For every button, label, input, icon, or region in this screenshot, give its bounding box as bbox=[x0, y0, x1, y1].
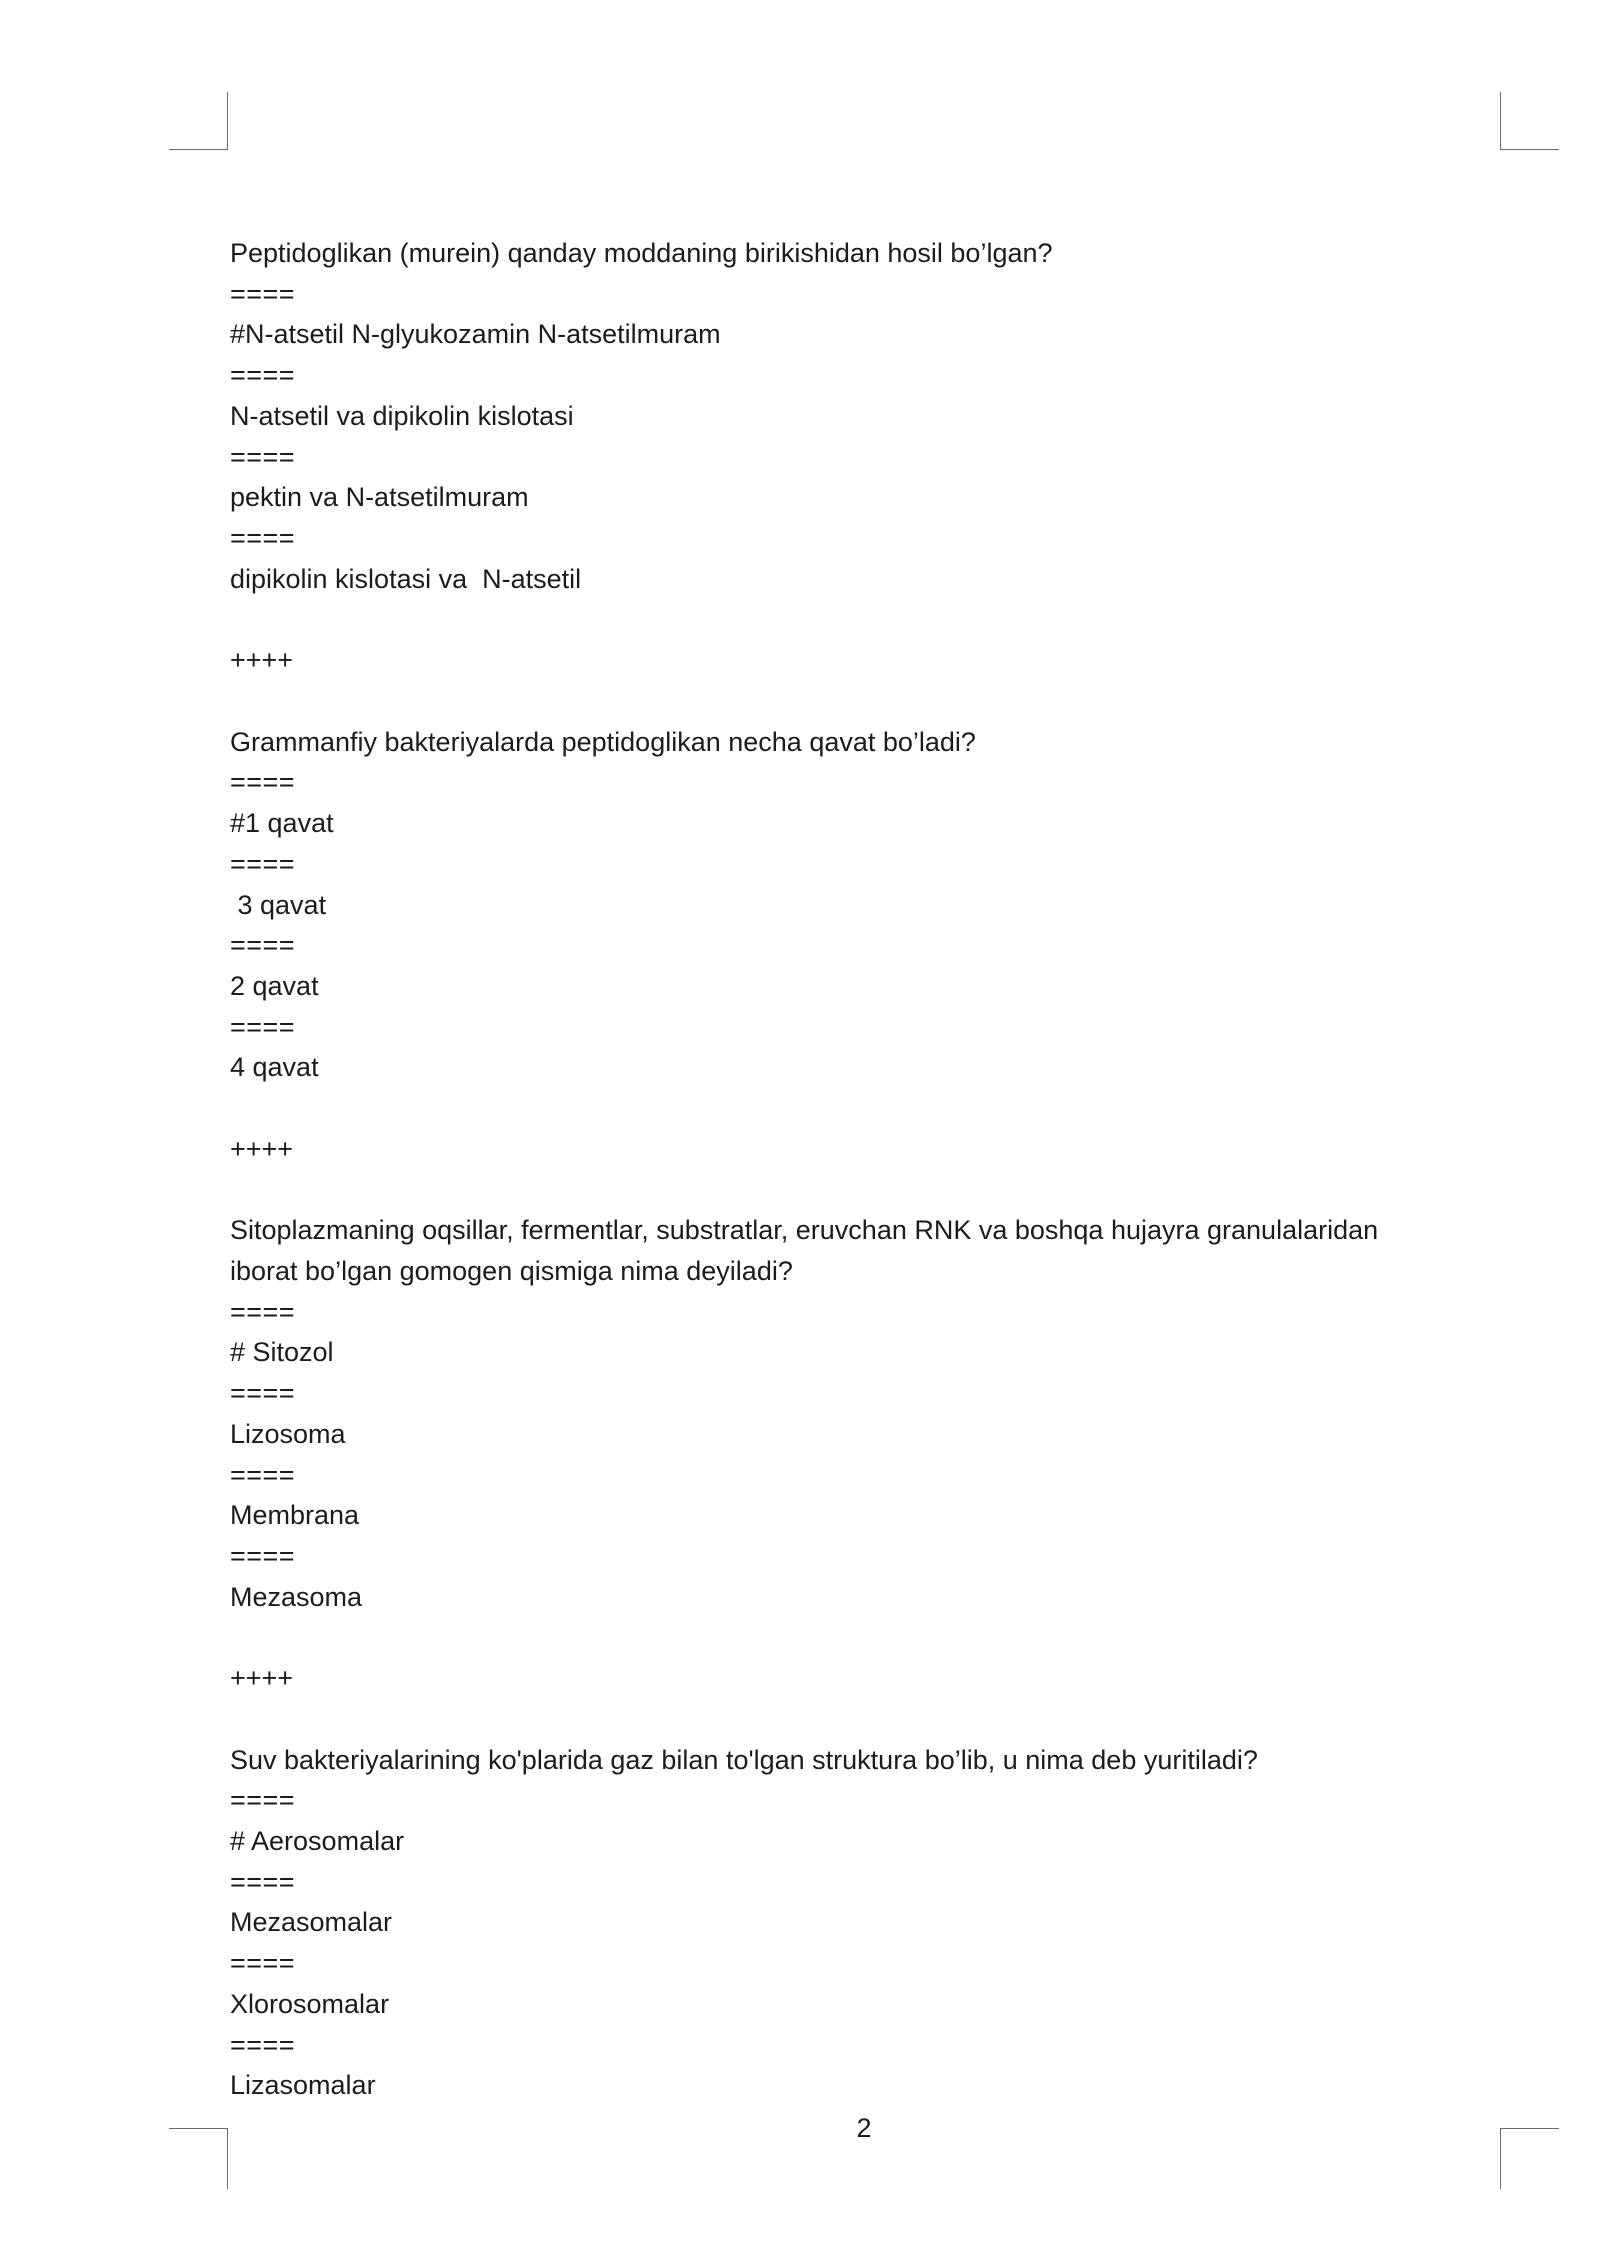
question-text: Peptidoglikan (murein) qanday moddaning birikishidan hosil bo’lgan? bbox=[230, 238, 1053, 268]
option-separator: ==== bbox=[230, 1378, 296, 1409]
answer-option: 3 qavat bbox=[230, 889, 327, 920]
question-separator: ++++ bbox=[230, 645, 294, 676]
option-separator: ==== bbox=[230, 1948, 296, 1979]
question-text: Grammanfiy bakteriyalarda peptidoglikan necha qavat bo’ladi? bbox=[230, 726, 976, 757]
answer-option: Mezasoma bbox=[230, 1581, 363, 1612]
option-separator: ==== bbox=[230, 2029, 296, 2060]
option-separator: ==== bbox=[230, 1785, 296, 1816]
option-separator: ==== bbox=[230, 278, 296, 309]
blank-line bbox=[230, 1699, 1490, 1740]
answer-option: Xlorosomalar bbox=[230, 1988, 390, 2019]
crop-mark-top-left bbox=[169, 92, 228, 150]
answer-option: Membrana bbox=[230, 1500, 360, 1531]
answer-option: Lizosoma bbox=[230, 1418, 346, 1449]
crop-mark-top-right bbox=[1500, 92, 1559, 150]
option-separator: ==== bbox=[230, 1866, 296, 1897]
answer-option: dipikolin kislotasi va N-atsetil bbox=[230, 563, 582, 594]
question-block bbox=[230, 1740, 1490, 2106]
answer-option-correct: # Sitozol bbox=[230, 1337, 334, 1368]
blank-line bbox=[230, 1170, 1490, 1211]
option-separator: ==== bbox=[230, 767, 296, 798]
option-separator: ==== bbox=[230, 848, 296, 879]
question-text-continued: iborat bo’lgan gomogen qismiga nima deyiladi? bbox=[230, 1255, 793, 1286]
blank-line bbox=[230, 1617, 1490, 1658]
answer-option: Lizasomalar bbox=[230, 2070, 376, 2101]
option-separator: ==== bbox=[230, 360, 296, 391]
question-block bbox=[230, 233, 1490, 722]
question-block bbox=[230, 1210, 1490, 1739]
blank-line bbox=[230, 599, 1490, 640]
question-separator: ++++ bbox=[230, 1133, 294, 1164]
question-separator: ++++ bbox=[230, 1663, 294, 1694]
answer-option-correct: # Aerosomalar bbox=[230, 1826, 405, 1857]
answer-option: pektin va N-atsetilmuram bbox=[230, 482, 529, 513]
answer-option: N-atsetil va dipikolin kislotasi bbox=[230, 400, 574, 431]
blank-line bbox=[230, 1088, 1490, 1129]
answer-option: 2 qavat bbox=[230, 970, 319, 1001]
answer-option-correct: #1 qavat bbox=[230, 808, 334, 839]
answer-option: Mezasomalar bbox=[230, 1907, 393, 1938]
option-separator: ==== bbox=[230, 523, 296, 554]
page-number: 2 bbox=[856, 2113, 872, 2143]
option-separator: ==== bbox=[230, 1296, 296, 1327]
crop-mark-bottom-right bbox=[1500, 2128, 1559, 2189]
option-separator: ==== bbox=[230, 1459, 296, 1490]
blank-line bbox=[230, 681, 1490, 722]
crop-mark-bottom-left bbox=[169, 2128, 228, 2189]
question-text: Sitoplazmaning oqsillar, fermentlar, substratlar, eruvchan RNK va boshqa hujayra granulalaridan bbox=[230, 1215, 1379, 1246]
test-questions bbox=[230, 233, 1490, 2106]
answer-option-correct: #N-atsetil N-glyukozamin N-atsetilmuram bbox=[230, 319, 721, 350]
option-separator: ==== bbox=[230, 1541, 296, 1571]
option-separator: ==== bbox=[230, 441, 296, 472]
question-block bbox=[230, 722, 1490, 1211]
option-separator: ==== bbox=[230, 930, 296, 961]
answer-option: 4 qavat bbox=[230, 1052, 319, 1083]
question-text: Suv bakteriyalarining ko'plarida gaz bilan to'lgan struktura bo’lib, u nima deb yuritiladi? bbox=[230, 1744, 1258, 1775]
option-separator: ==== bbox=[230, 1011, 296, 1042]
